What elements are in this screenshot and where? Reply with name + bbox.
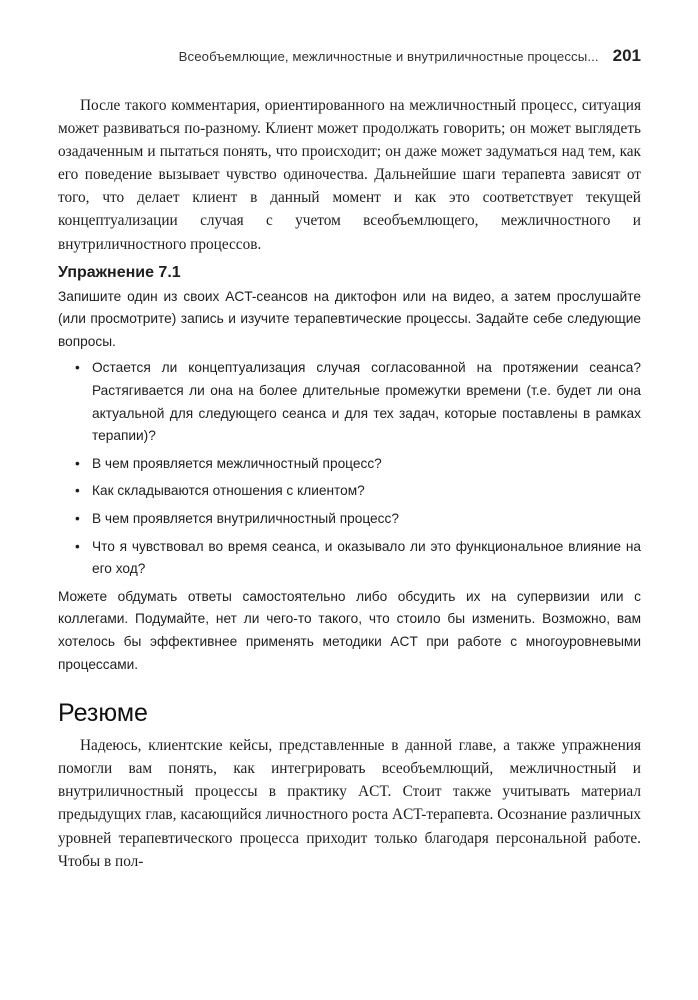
summary-heading: Резюме — [58, 699, 148, 728]
exercise-intro: Запишите один из своих ACT-сеансов на диктофон или на видео, а затем прослушайте (или просмотрите) запись и изучите терапевтические процессы. Задайте себе следующие вопросы. — [58, 288, 641, 349]
list-item — [58, 357, 641, 447]
question-text: В чем проявляется внутриличностный процесс? — [92, 511, 399, 526]
bullet-icon: • — [75, 360, 80, 376]
bullet-icon: • — [75, 483, 80, 499]
page-number: 201 — [612, 46, 641, 65]
list-item — [58, 453, 641, 476]
bullet-icon: • — [75, 538, 80, 554]
list-item — [58, 480, 641, 503]
question-text: Что я чувствовал во время сеанса, и оказывало ли это функциональное влияние на его ход? — [92, 538, 641, 577]
bullet-icon: • — [75, 511, 80, 526]
bullet-icon: • — [75, 455, 80, 471]
page-body — [58, 94, 641, 873]
list-item — [58, 508, 641, 531]
list-item — [58, 536, 641, 581]
page-header — [88, 46, 641, 66]
summary-paragraph: Надеюсь, клиентские кейсы, представленные в данной главе, а также упражнения помогли вам понять, как интегрировать всеобъемлющий, межличностный и внутриличностный процессы в практику ACT. Стоит также учитывать материал предыдущих глав, касающийся личностного роста ACT-терапевта. Осознание различных уровней терапевтического процесса приходит только благодаря персональной работе. Чтобы в пол- — [58, 737, 641, 870]
exercise-title: Упражнение 7.1 — [58, 263, 181, 281]
running-title: Всеобъемлющие, межличностные и внутриличностные процессы... — [178, 49, 599, 64]
exercise-questions-list — [58, 357, 641, 580]
question-text: В чем проявляется межличностный процесс? — [92, 455, 382, 471]
exercise-outro: Можете обдумать ответы самостоятельно либо обсудить их на супервизии или с коллегами. Подумайте, нет ли чего-то такого, что стоило бы изменить. Возможно, вам хотелось бы эффективнее применять методики ACT при работе с многоуровневыми процессами. — [58, 588, 641, 672]
question-text: Остается ли концептуализация случая согласованной на протяжении сеанса? Растягивается ли она на более длительные промежутки времени (т.е. будет ли она актуальной для следующего сеанса и для тех задач, которые поставлены в рамках терапии)? — [92, 360, 641, 444]
intro-paragraph: После такого комментария, ориентированного на межличностный процесс, ситуация может развиваться по-разному. Клиент может продолжать говорить; он может выглядеть озадаченным и пытаться понять, что происходит; он даже может задуматься над тем, как его поведение вызывает чувство одиночества. Дальнейшие шаги терапевта зависят от того, что делает клиент в данный момент и как это соответствует текущей концептуализации случая с учетом всеобъемлющего, межличностного и внутриличностного процессов. — [58, 97, 641, 253]
question-text: Как складываются отношения с клиентом? — [92, 483, 365, 499]
